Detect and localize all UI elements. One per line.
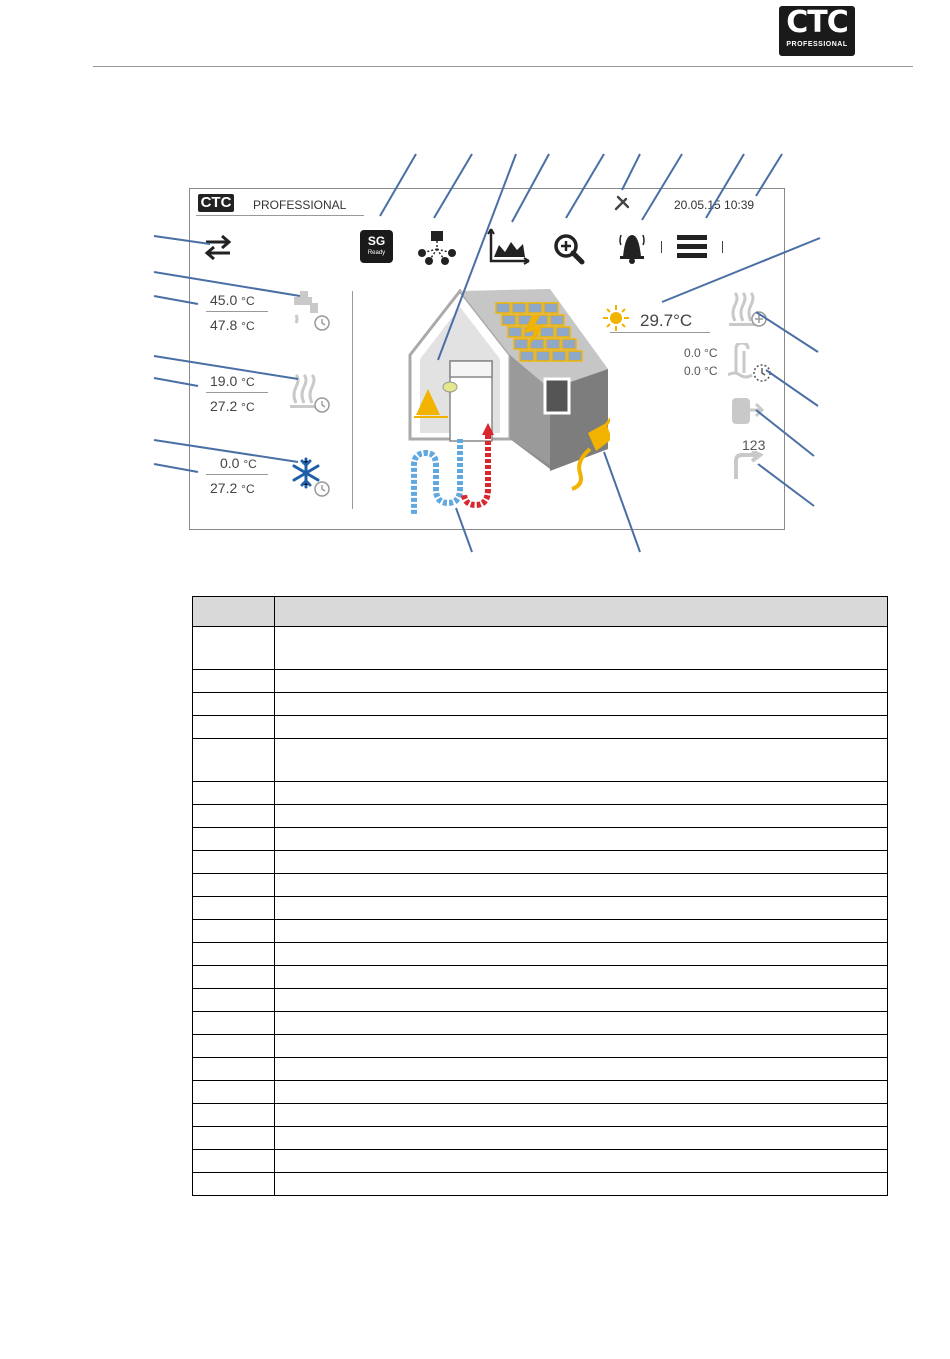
table-row bbox=[193, 828, 888, 851]
pool-temp-b: 0.0 °C bbox=[684, 364, 718, 378]
table-row bbox=[193, 805, 888, 828]
callout-lines bbox=[0, 0, 950, 580]
table-row bbox=[193, 943, 888, 966]
controller-screen: CTC PROFESSIONAL 20.05.15 10:39 SG Ready 45.0 °C 47.8 °C 19.0 °C 27.2 °C 0.0 °C 27.2 °C 29.7°C 0.0 °C 0.0 °C 123 bbox=[189, 188, 785, 530]
ctc-professional-logo: CTC PROFESSIONAL bbox=[779, 6, 855, 56]
heating-actual-temp: 27.2 bbox=[210, 398, 238, 414]
screen-logo: CTC bbox=[198, 194, 234, 212]
cooling-set-temp: 0.0 bbox=[220, 455, 240, 471]
table-row bbox=[193, 1104, 888, 1127]
table-row bbox=[193, 1081, 888, 1104]
table-row bbox=[193, 966, 888, 989]
screen-brand: PROFESSIONAL bbox=[253, 198, 347, 212]
table-row bbox=[193, 851, 888, 874]
outdoor-temp: 29.7°C bbox=[640, 311, 693, 330]
table-row bbox=[193, 874, 888, 897]
table-row bbox=[193, 716, 888, 739]
dhw-actual-temp: 47.8 bbox=[210, 317, 238, 333]
table-row bbox=[193, 739, 888, 782]
table-header-description bbox=[275, 597, 888, 627]
table-row bbox=[193, 989, 888, 1012]
table-row bbox=[193, 1035, 888, 1058]
date-time: 20.05.15 10:39 bbox=[674, 198, 755, 212]
table-row bbox=[193, 897, 888, 920]
sg-ready-button[interactable]: SG Ready bbox=[360, 230, 393, 263]
table-row bbox=[193, 670, 888, 693]
cooling-actual-temp: 27.2 bbox=[210, 480, 238, 496]
pool-temp-a: 0.0 °C bbox=[684, 346, 718, 360]
table-row bbox=[193, 1150, 888, 1173]
heating-set-temp: 19.0 bbox=[210, 373, 238, 389]
table-row bbox=[193, 627, 888, 670]
table-header-number bbox=[193, 597, 275, 627]
table-row bbox=[193, 1058, 888, 1081]
table-row bbox=[193, 1127, 888, 1150]
dhw-set-temp: 45.0 bbox=[210, 292, 238, 308]
table-row bbox=[193, 920, 888, 943]
description-table bbox=[192, 596, 888, 1196]
table-row bbox=[193, 1173, 888, 1196]
table-row bbox=[193, 693, 888, 716]
table-row bbox=[193, 782, 888, 805]
table-row bbox=[193, 1012, 888, 1035]
counter-value: 123 bbox=[742, 437, 766, 453]
table-header-row bbox=[193, 597, 888, 627]
